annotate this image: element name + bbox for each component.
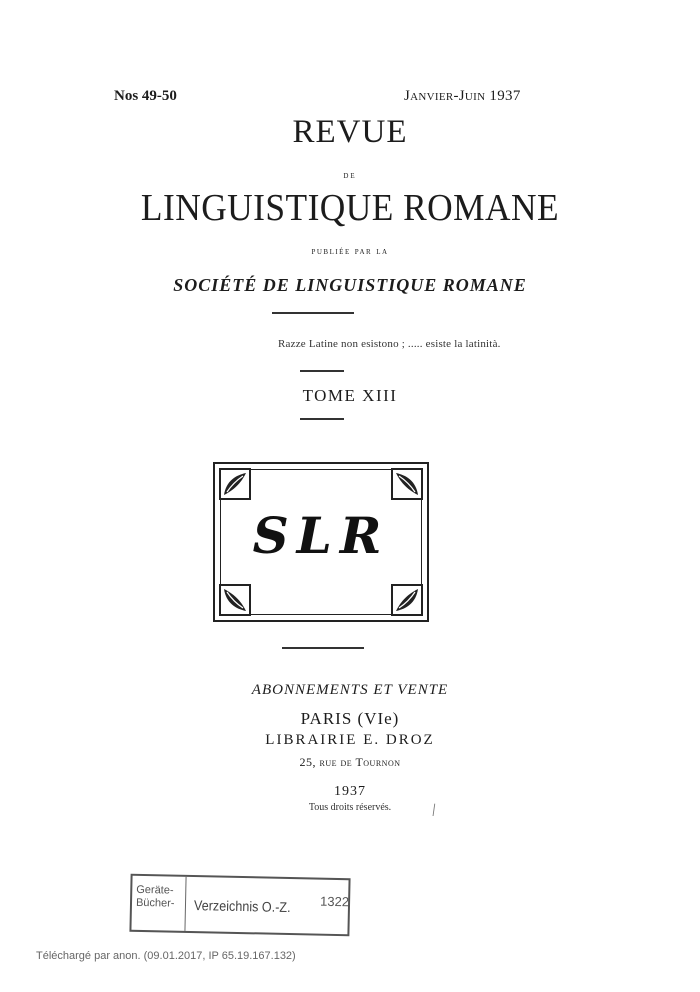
published-by-label: publiée par la: [311, 246, 389, 257]
ornament-corner-icon: [390, 583, 424, 617]
ornament-corner-icon: [390, 467, 424, 501]
epigraph: Razze Latine non esistono ; ..... esiste la latinità.: [278, 338, 501, 350]
publication-year: 1937: [334, 784, 366, 799]
divider-rule: [300, 418, 344, 420]
stamp-label-line: Bücher-: [135, 896, 175, 910]
ornament-corner-icon: [218, 467, 252, 501]
volume-label: TOME XIII: [302, 386, 398, 405]
divider-rule: [300, 370, 344, 372]
society-name: SOCIÉTÉ DE LINGUISTIQUE ROMANE: [173, 275, 527, 295]
stamp-label-line: Geräte-: [136, 883, 174, 897]
issue-date: Janvier-Juin 1937: [404, 88, 521, 104]
ornament-corner-icon: [218, 583, 252, 617]
publisher-city: PARIS (VIe): [300, 709, 400, 728]
issue-number: Nos 49-50: [114, 88, 177, 104]
journal-title-de: de: [343, 170, 357, 181]
subscriptions-heading: ABONNEMENTS ET VENTE: [251, 682, 449, 698]
pencil-mark-icon: ǀ: [430, 799, 438, 821]
library-stamp: [129, 874, 350, 937]
journal-title-revue: REVUE: [292, 114, 408, 150]
journal-title-main: LINGUISTIQUE ROMANE: [140, 187, 560, 229]
stamp-number: 1322: [319, 893, 350, 910]
emblem-monogram: SLR: [252, 506, 390, 565]
stamp-label: [131, 876, 186, 931]
publisher-name: LIBRAIRIE E. DROZ: [265, 732, 435, 748]
rights-notice: Tous droits réservés.: [308, 802, 392, 813]
society-emblem: [213, 462, 429, 622]
divider-rule: [272, 312, 354, 314]
stamp-text: Verzeichnis O.-Z.: [193, 897, 291, 916]
download-note: Téléchargé par anon. (09.01.2017, IP 65.19.167.132): [36, 950, 296, 962]
divider-rule: [282, 647, 364, 649]
publisher-address: 25, rue de Tournon: [299, 755, 401, 769]
